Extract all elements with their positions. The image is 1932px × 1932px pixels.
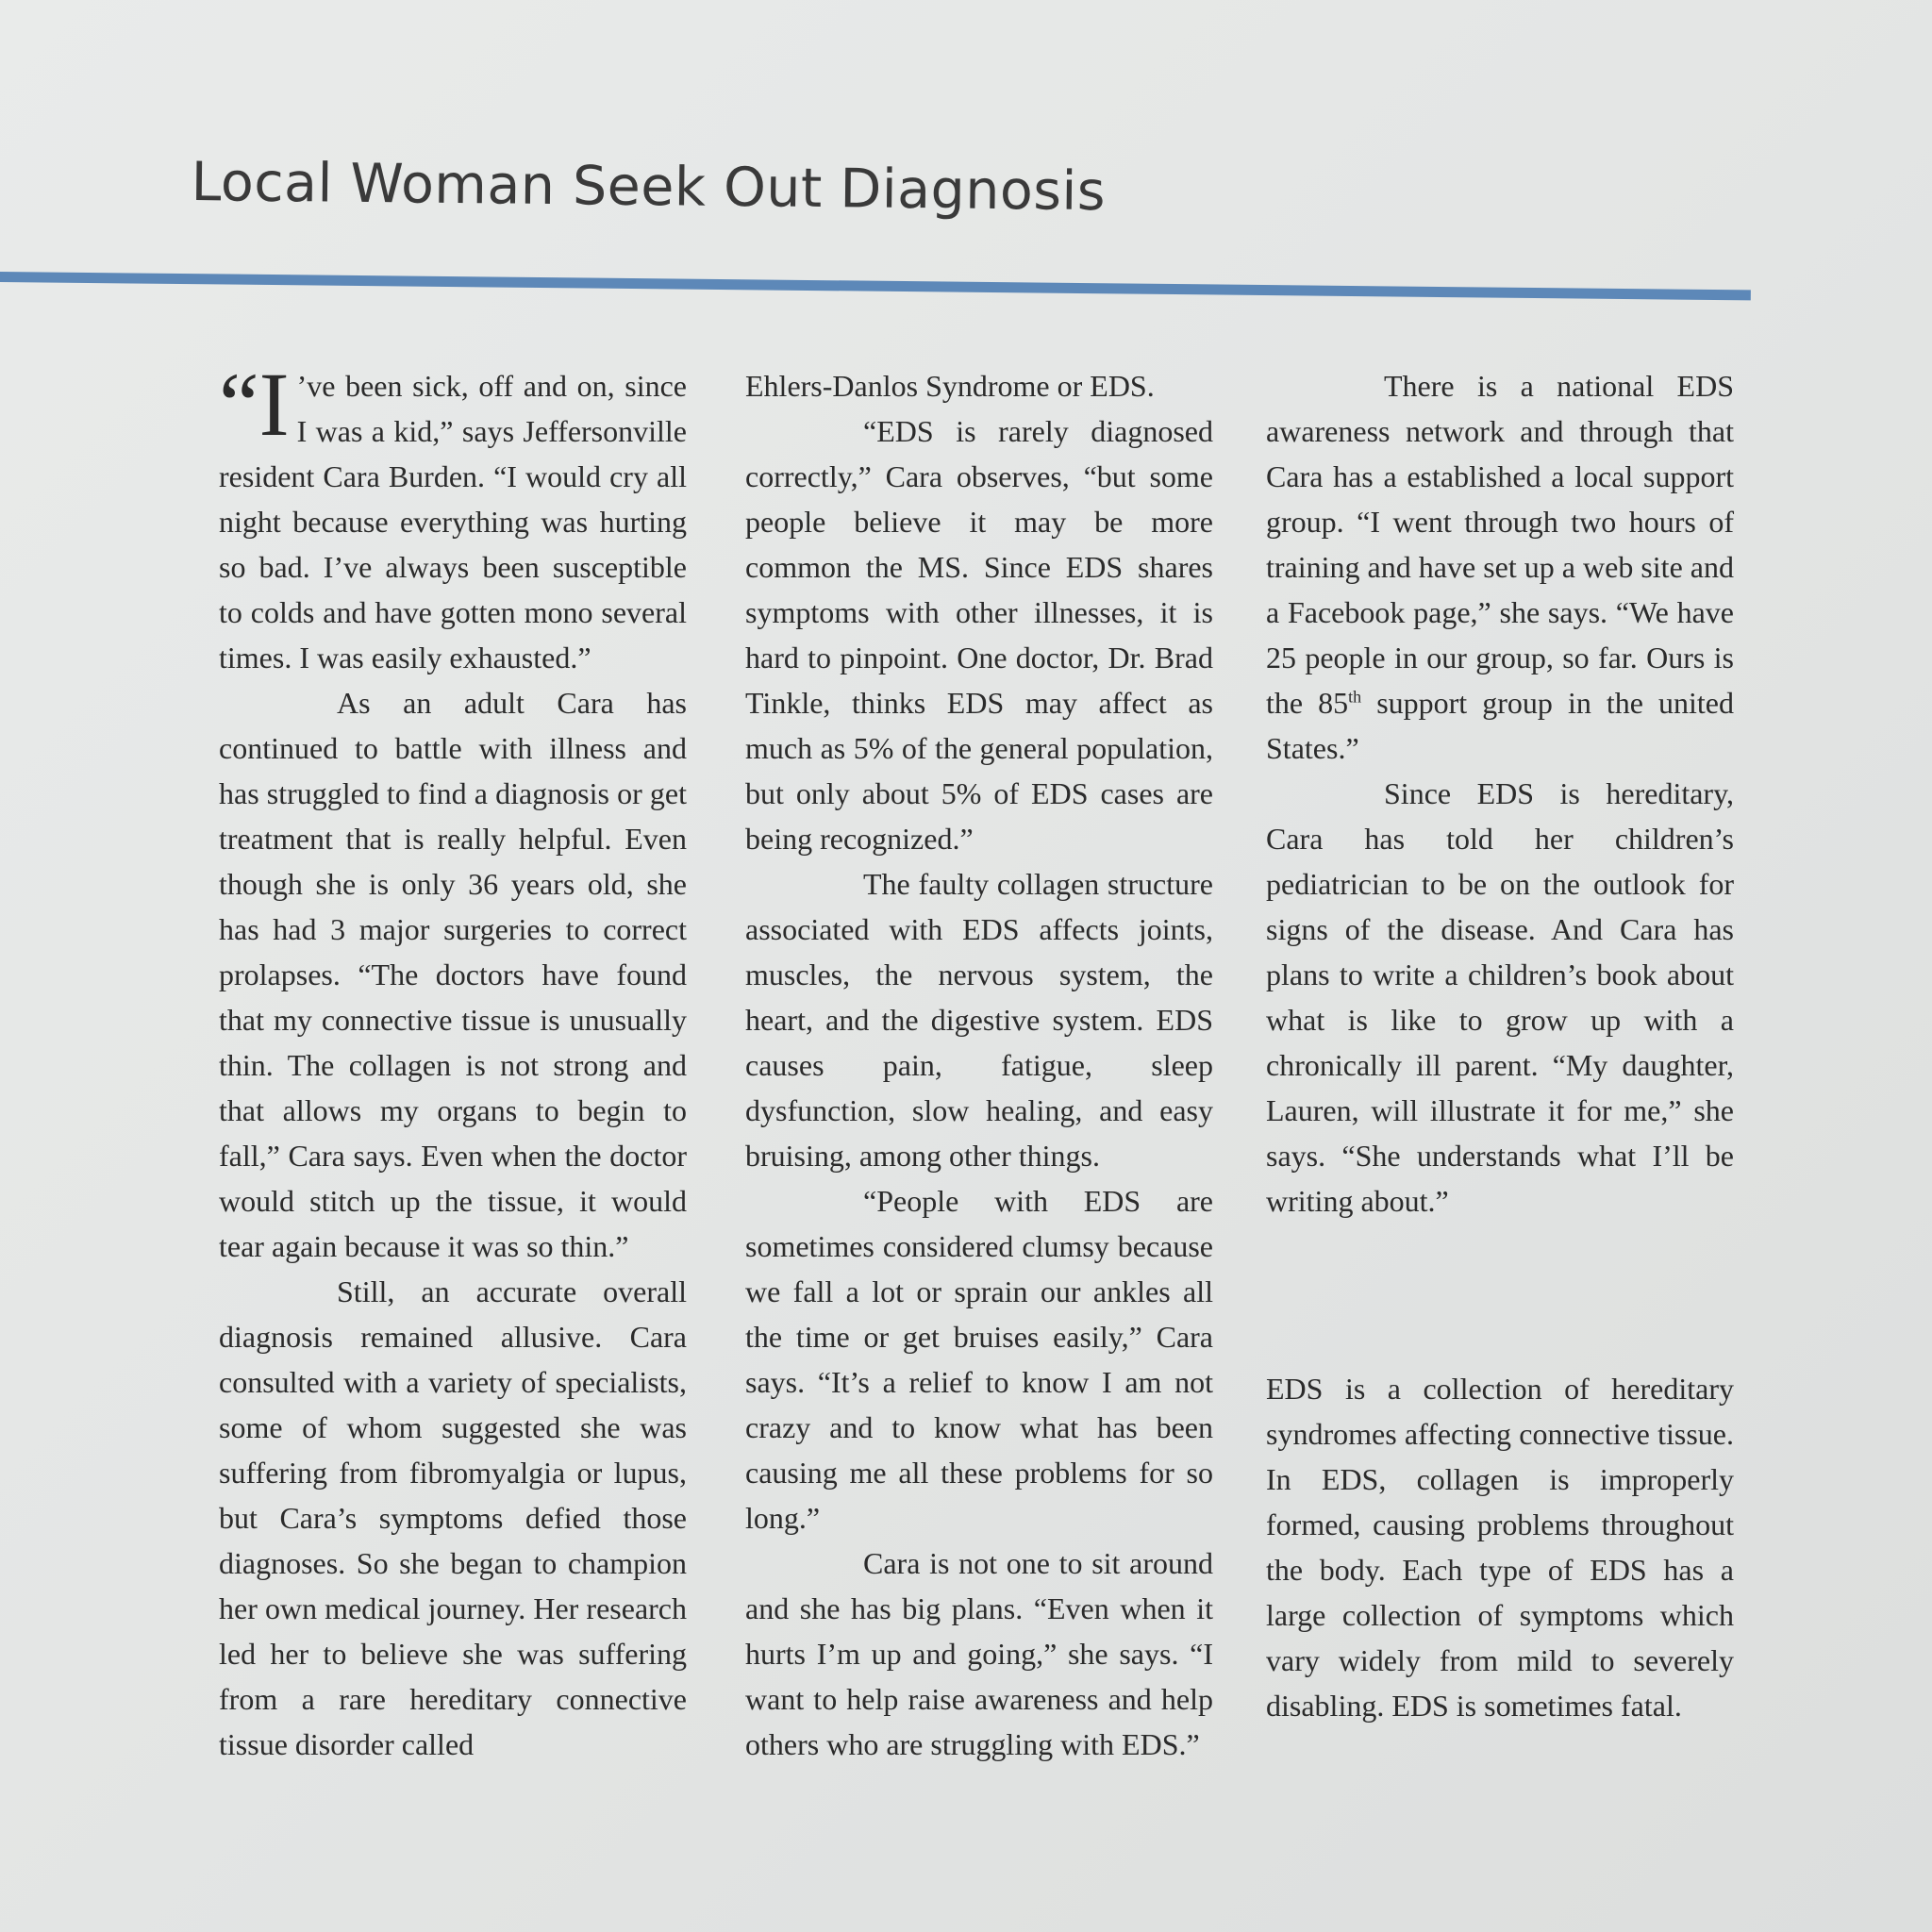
paragraph-opening-text: ’ve been sick, off and on, since I was a kid,” says Jeffersonville resident Cara Burden. “I would cry all night because everything was hurting so bad. I’ve always been susceptible to colds and have gotten mono several times. I was easily exhausted.” bbox=[219, 369, 687, 675]
article-column-3 bbox=[1266, 363, 1734, 1224]
eds-sidebar-box: EDS is a collection of hereditary syndromes affecting connective tissue. In EDS, collagen is improperly formed, causing problems throughout the body. Each type of EDS has a large collection of symptoms which vary widely from mild to severely disabling. EDS is sometimes fatal. bbox=[1266, 1372, 1734, 1723]
paragraph-text: There is a national EDS awareness network and through that Cara has a established a local support group. “I went through two hours of training and have set up a web site and a Facebook page,” she says. “We have 25 people in our group, so far. Ours is the 85 bbox=[1266, 369, 1734, 720]
paragraph-text: support group in the united States.” bbox=[1266, 686, 1735, 765]
paragraph: “People with EDS are sometimes considered clumsy because we fall a lot or sprain our ankles all the time or get bruises easily,” Cara says. “It’s a relief to know I am not crazy and to know what has been causing me all these problems for so long.” bbox=[745, 1184, 1213, 1535]
paragraph: Still, an accurate overall diagnosis remained allusive. Cara consulted with a variety of specialists, some of whom suggested she was suffering from fibromyalgia or lupus, but Cara’s symptoms defied those diagnoses. So she began to champion her own medical journey. Her research led her to believe she was suffering from a rare hereditary connective tissue disorder called bbox=[219, 1274, 687, 1761]
paragraph: Since EDS is hereditary, Cara has told her children’s pediatrician to be on the outlook for signs of the disease. And Cara has plans to write a children’s book about what is like to grow up with a chronically ill parent. “My daughter, Lauren, will illustrate it for me,” she says. “She understands what I’ll be writing about.” bbox=[1266, 776, 1734, 1218]
paragraph: Cara is not one to sit around and she has big plans. “Even when it hurts I’m up and going,” she says. “I want to help raise awareness and help others who are struggling with EDS.” bbox=[745, 1546, 1213, 1761]
article-column-2 bbox=[745, 363, 1213, 1767]
drop-cap: “I bbox=[219, 354, 290, 455]
headline: Local Woman Seek Out Diagnosis bbox=[191, 151, 1107, 224]
paragraph bbox=[1266, 363, 1734, 771]
paragraph: “EDS is rarely diagnosed correctly,” Cara observes, “but some people believe it may be more common the MS. Since EDS shares symptoms with other illnesses, it is hard to pinpoint. One doctor, Dr. Brad Tinkle, thinks EDS may affect as much as 5% of the general population, but only about 5% of EDS cases are being recognized.” bbox=[745, 414, 1213, 856]
paragraph: The faulty collagen structure associated with EDS affects joints, muscles, the nervous system, the heart, and the digestive system. EDS causes pain, fatigue, sleep dysfunction, slow healing, and easy bruising, among other things. bbox=[745, 867, 1213, 1173]
paragraph: Ehlers-Danlos Syndrome or EDS. bbox=[745, 369, 1155, 403]
paragraph-opening bbox=[219, 354, 687, 680]
paragraph: As an adult Cara has continued to battle with illness and has struggled to find a diagnosis or get treatment that is really helpful. Even though she is only 36 years old, she has had 3 major surgeries to correct prolapses. “The doctors have found that my connective tissue is unusually thin. The collagen is not strong and that allows my organs to begin to fall,” Cara says. Even when the doctor would stitch up the tissue, it would tear again because it was so thin.” bbox=[219, 686, 687, 1263]
ordinal-suffix: th bbox=[1348, 687, 1362, 707]
article-column-1 bbox=[219, 354, 687, 1767]
headline-rule bbox=[0, 272, 1751, 300]
